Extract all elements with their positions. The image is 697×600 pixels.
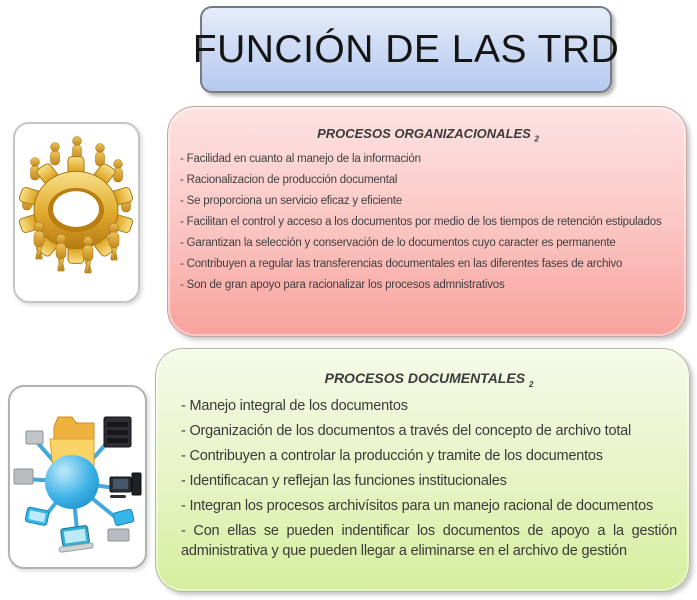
document-network-icon [10, 387, 145, 567]
bullet-item: - Se proporciona un servicio eficaz y eficiente [180, 194, 402, 207]
bullet-item: - Manejo integral de los documentos [181, 397, 408, 414]
organizational-processes-box [167, 106, 687, 337]
documental-heading-text: PROCESOS DOCUMENTALES [324, 370, 526, 386]
gear-teamwork-image-card [13, 122, 140, 303]
documental-heading [181, 370, 677, 389]
documental-processes-box [155, 348, 690, 592]
organizational-heading [180, 126, 676, 144]
document-network-image-card [8, 385, 147, 569]
title-banner [192, 6, 620, 93]
organizational-heading-subscript: 2 [534, 134, 539, 144]
bullet-item: - Racionalizacion de producción documental [180, 173, 398, 186]
gear-people-icon [15, 124, 138, 301]
organizational-items [180, 151, 676, 294]
bullet-item: - Contribuyen a regular las transferencias documentales en las diferentes fases de archivo [180, 257, 623, 270]
bullet-item: - Integran los procesos archivísitos para un manejo racional de documentos [181, 497, 654, 514]
organizational-heading-text: PROCESOS ORGANIZACIONALES [317, 126, 531, 141]
bullet-item: - Con ellas se pueden indentificar los documentos de apoyo a la gestión administrativa y que pueden llegar a eliminarse en el archivo de gestión [181, 522, 677, 559]
bullet-item: - Organización de los documentos a través del concepto de archivo total [181, 422, 632, 439]
bullet-item: - Son de gran apoyo para racionalizar los procesos admnistrativos [180, 278, 505, 291]
documental-items [181, 396, 677, 561]
bullet-item: - Facilitan el control y acceso a los documentos por medio de los tiempos de retención estipulados [180, 215, 662, 228]
bullet-item: - Facilidad en cuanto al manejo de la información [180, 152, 421, 165]
page-title: FUNCIÓN DE LAS TRD [192, 27, 620, 71]
bullet-item: - Identificacan y reflejan las funciones institucionales [181, 472, 507, 489]
bullet-item: - Garantizan la selección y conservación de lo documentos cuyo caracter es permanente [180, 236, 616, 249]
bullet-item: - Contribuyen a controlar la producción y tramite de los documentos [181, 447, 603, 464]
documental-heading-subscript: 2 [528, 379, 534, 389]
